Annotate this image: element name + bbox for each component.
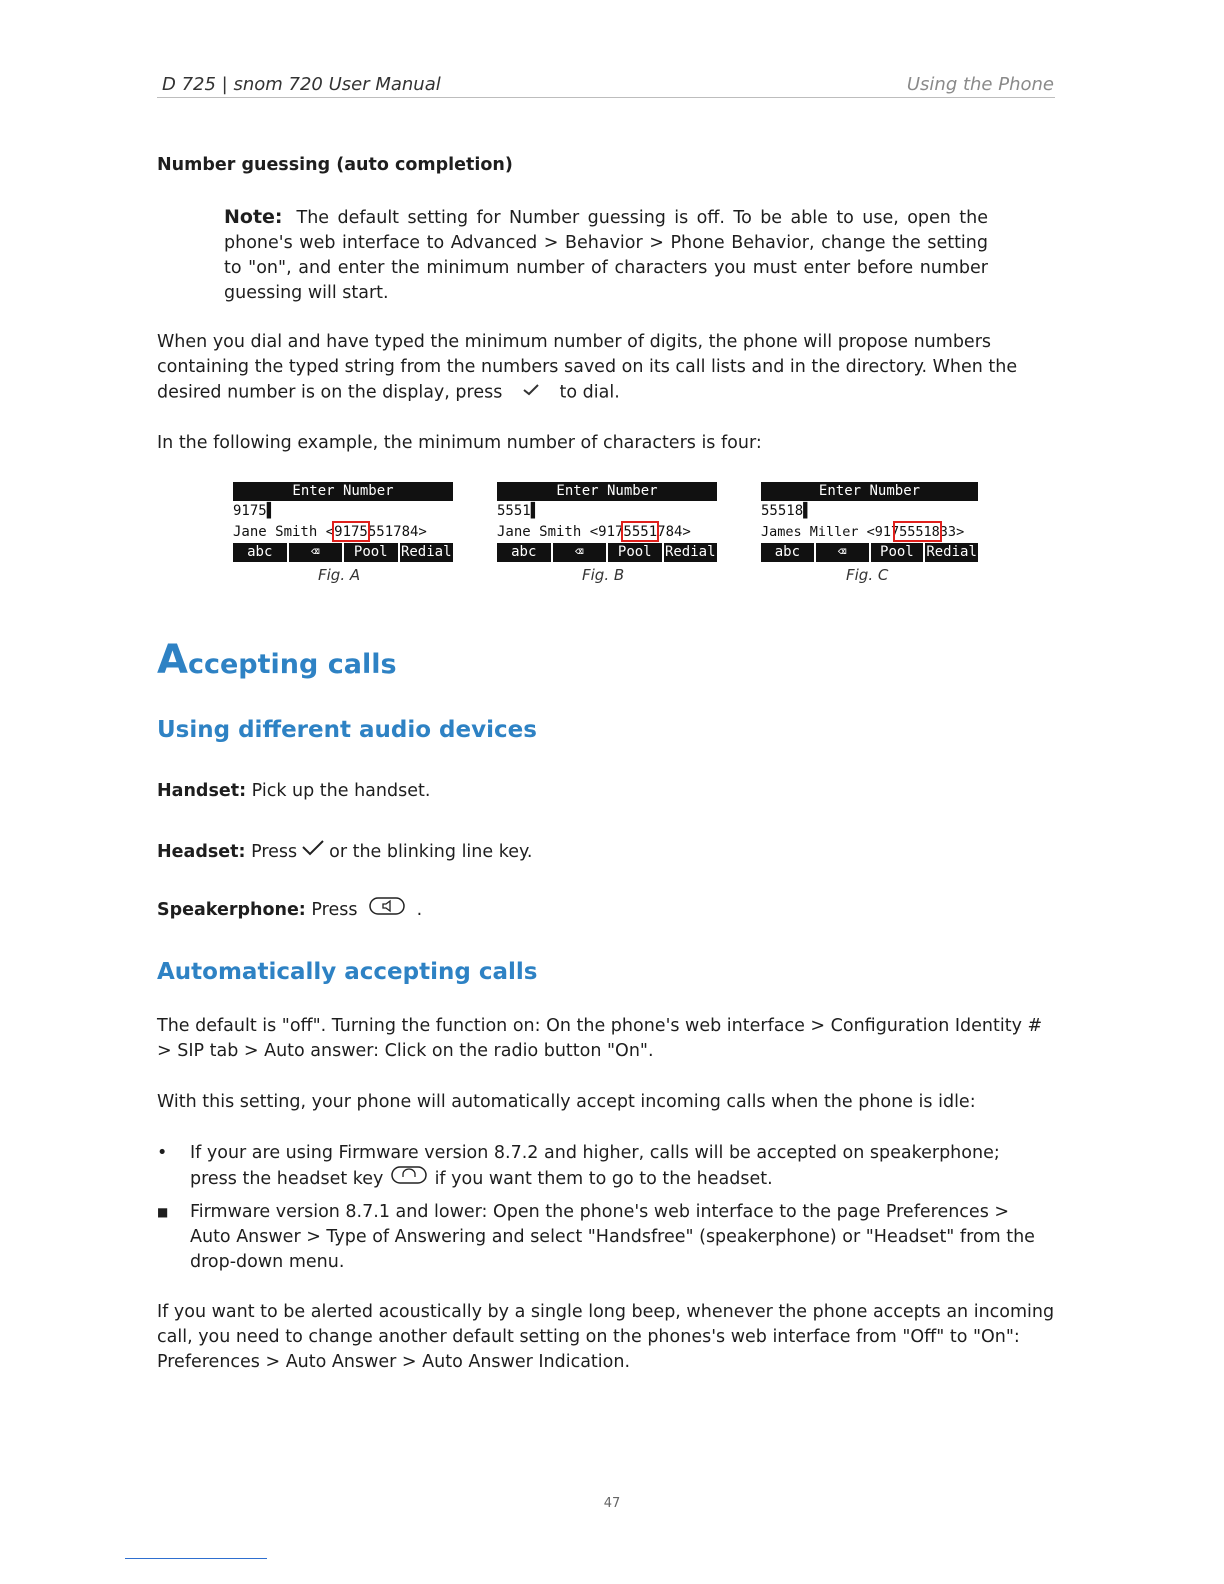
speaker-line	[157, 897, 422, 923]
header-title: D 725 | snom 720 User Manual	[162, 74, 441, 95]
audio-devices-heading: Using different audio devices	[157, 717, 537, 743]
lcd-typed: 9175▌	[233, 503, 276, 519]
header-divider	[157, 97, 1055, 98]
softkey-backspace: ⌫	[287, 543, 343, 562]
header-section: Using the Phone	[906, 74, 1054, 95]
match-highlight	[621, 521, 659, 542]
headset-text-b: or the blinking line key.	[329, 842, 533, 862]
note-label: Note:	[224, 206, 283, 228]
bullet-marker-1: •	[157, 1143, 168, 1163]
speaker-text-b: .	[416, 900, 423, 920]
figure-b-caption: Fig. B	[582, 566, 625, 584]
dial-paragraph-text: When you dial and have typed the minimum number of digits, the phone will propose numbers containing the typed string from the numbers saved on its call lists and in the directory. When the desired number is on the display, press	[157, 332, 1018, 403]
accepting-calls-title: Accepting calls	[157, 637, 397, 683]
bullet-marker-2: ■	[157, 1205, 169, 1219]
figure-a-caption: Fig. A	[318, 566, 361, 584]
bullet-item-2: Firmware version 8.7.1 and lower: Open the phone's web interface to the page Preferences > Auto Answer > Type of Answering and select "Handsfree" (speakerphone) or "Headset" from the drop-down menu.	[190, 1202, 1035, 1272]
headset-line	[157, 839, 532, 865]
number-guessing-heading: Number guessing (auto completion)	[157, 155, 513, 175]
dial-paragraph	[157, 330, 1037, 406]
match-highlight	[893, 521, 942, 542]
lcd-title: Enter Number	[497, 482, 717, 501]
figure-c-caption: Fig. C	[846, 566, 889, 584]
headset-text-a: Press	[251, 842, 298, 862]
lcd-typed: 55518▌	[761, 503, 812, 519]
speaker-text-a: Press	[311, 900, 358, 920]
lcd-title: Enter Number	[233, 482, 453, 501]
lcd-typed: 5551▌	[497, 503, 540, 519]
bullet-1-text-end: if you want them to go to the headset.	[434, 1169, 773, 1189]
softkey-backspace: ⌫	[814, 543, 869, 562]
lcd-figure-c	[761, 482, 978, 562]
softkey-abc: abc	[511, 544, 537, 560]
example-intro: In the following example, the minimum number of characters is four:	[157, 433, 762, 453]
softkey-redial: Redial	[662, 543, 718, 562]
auto-accept-heading: Automatically accepting calls	[157, 959, 538, 985]
lcd-match: Jane Smith <9175551784>	[497, 522, 717, 543]
note-text: The default setting for Number guessing is off. To be able to use, open the phone's web interface to Advanced > Behavior > Phone Behavior, change the setting to "on", and enter the minimum number of characters you must enter before number guessing will start.	[224, 208, 988, 303]
softkey-backspace: ⌫	[551, 543, 607, 562]
lcd-figure-b	[497, 482, 717, 562]
headset-key-icon	[391, 1166, 427, 1192]
auto-accept-para1: The default is "off". Turning the function on: On the phone's web interface > Configuration Identity # > SIP tab > Auto answer: Click on the radio button "On".	[157, 1016, 1043, 1061]
check-icon	[301, 839, 325, 865]
lcd-match: James Miller <9175551833>	[761, 522, 978, 543]
headset-label: Headset:	[157, 842, 246, 862]
speaker-label: Speakerphone:	[157, 900, 306, 920]
handset-line	[157, 779, 430, 804]
bullet-1-text: If your are using Firmware version 8.7.2 and higher, calls will be accepted on speakerphone; press the headset key	[190, 1143, 1000, 1189]
lcd-match: Jane Smith <9175551784>	[233, 522, 453, 543]
match-highlight	[332, 521, 370, 542]
lcd-figure-a	[233, 482, 453, 562]
softkey-pool: Pool	[606, 543, 662, 562]
page-number: 47	[603, 1496, 621, 1511]
bullet-item-1	[190, 1141, 1030, 1192]
handset-text: Pick up the handset.	[251, 781, 431, 801]
speaker-key-icon	[369, 897, 405, 923]
softkey-redial: Redial	[398, 543, 454, 562]
footnote-rule	[125, 1558, 267, 1559]
handset-label: Handset:	[157, 781, 247, 801]
softkey-abc: abc	[774, 544, 801, 560]
lcd-softkeys	[497, 543, 717, 562]
auto-accept-para3: If you want to be alerted acoustically by a single long beep, whenever the phone accepts an incoming call, you need to change another default setting on the phones's web interface from "Off" to "On": Preferences > Auto Answer > Auto Answer Indication.	[157, 1302, 1055, 1372]
auto-accept-para2: With this setting, your phone will automatically accept incoming calls when the phone is idle:	[157, 1092, 976, 1112]
softkey-redial: Redial	[923, 543, 978, 562]
check-icon	[522, 380, 540, 405]
softkey-abc: abc	[247, 544, 273, 560]
softkey-pool: Pool	[869, 543, 924, 562]
note-block	[224, 205, 988, 306]
lcd-softkeys	[761, 543, 978, 562]
softkey-pool: Pool	[342, 543, 398, 562]
lcd-softkeys	[233, 543, 453, 562]
lcd-title: Enter Number	[761, 482, 978, 501]
dial-paragraph-end: to dial.	[559, 382, 620, 403]
